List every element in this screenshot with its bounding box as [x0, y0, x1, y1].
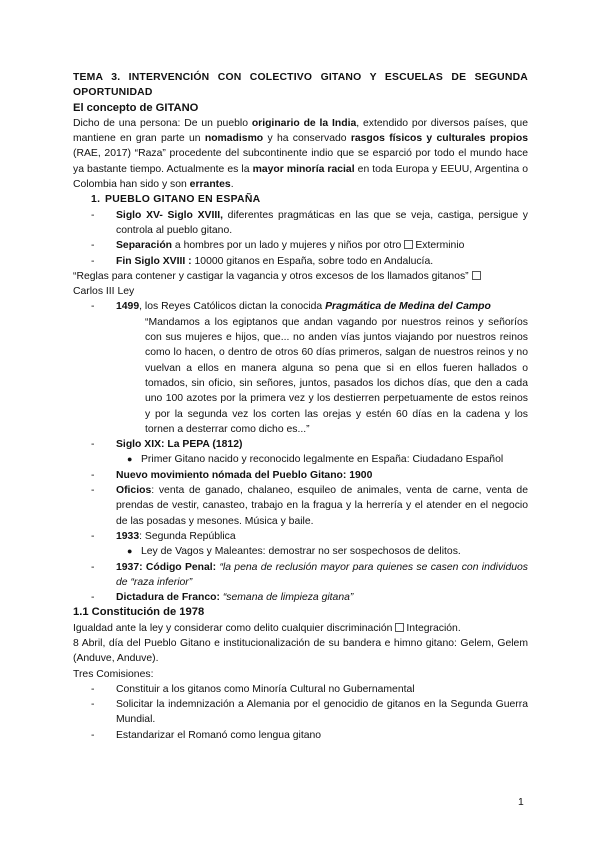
list-item: - Separación a hombres por un lado y mujeres y niños por otro Exterminio — [91, 240, 465, 252]
arrow-glyph-icon — [395, 623, 404, 632]
list-item: - 1499, los Reyes Católicos dictan la conocida Pragmática de Medina del Campo — [91, 301, 491, 313]
sub-list-item: ● Primer Gitano nacido y reconocido legalmente en España: Ciudadano Español — [127, 454, 504, 466]
rules-text: “Reglas para contener y castigar la vagancia y otros excesos de los llamados gitanos” Carlos III Ley — [73, 269, 528, 300]
sub-list-item: ● Ley de Vagos y Maleantes: demostrar no ser sospechosos de delitos. — [127, 546, 461, 558]
list-item: - Fin Siglo XVIII : 10000 gitanos en España, sobre todo en Andalucía. — [91, 255, 434, 267]
list-item: - Nuevo movimiento nómada del Pueblo Gitano: 1900 — [91, 469, 373, 481]
concept-heading: El concepto de GITANO — [73, 101, 199, 114]
page-number: 1 — [518, 797, 524, 808]
arrow-glyph-icon — [472, 271, 481, 280]
pueblo-gitano-day-text: 8 Abril, día del Pueblo Gitano e institucionalización de su bandera e himno gitano: Gelem, Gelem (Anduve, Anduve). — [73, 637, 528, 665]
arrow-glyph-icon — [404, 240, 413, 249]
document-title: TEMA 3. INTERVENCIÓN CON COLECTIVO GITANO Y ESCUELAS DE SEGUNDA OPORTUNIDAD — [73, 72, 528, 99]
list-item: - Siglo XV- Siglo XVIII, diferentes pragmáticas en las que se veja, castiga, persigue y controla al pueblo gitano. — [91, 209, 528, 236]
concept-paragraph: Dicho de una persona: De un pueblo originario de la India, extendido por diversos países, que mantiene en gran parte un nomadismo y ha conservado rasgos físicos y culturales propios (RAE, 2017) “Raza” procedente del subcontinente indio que se esparció por todo el mundo hace ya bastante tiempo. Actualmente es la mayor minoría racial en toda Europa y EEUU, Argentina o Colombia han sido y son errantes. — [73, 117, 528, 191]
document-page — [73, 70, 528, 743]
equality-text: Igualdad ante la ley y considerar como delito cualquier discriminación Integración. — [73, 622, 461, 634]
commissions-label: Tres Comisiones: — [73, 668, 154, 680]
constitution-heading: 1.1 Constitución de 1978 — [73, 606, 205, 619]
list-item: - Dictadura de Franco: “semana de limpieza gitana” — [91, 592, 354, 604]
list-item: - Constituir a los gitanos como Minoría Cultural no Gubernamental — [91, 683, 415, 695]
list-item: - 1937: Código Penal: “la pena de reclusión mayor para quienes se casen con individuos de “raza inferior” — [91, 561, 528, 588]
list-item: - Estandarizar el Romanó como lengua gitano — [91, 729, 322, 741]
list-item: - Oficios: venta de ganado, chalaneo, esquileo de animales, venta de carne, venta de prendas de vestir, canasteo, trabajo en la fragua y la herrería y el atender en el negocio de las posadas y mesones. Música y baile. — [91, 485, 528, 527]
pragmatica-quote: “Mandamos a los egiptanos que andan vagando por nuestros reinos y señoríos con sus mujeres e hijos, que... no anden vías juntos viajando por nuestros reinos como lo hacen, o dentro de otros 60 días primeros, salgan de nuestros reinos y no vuelvan a ellos en manera alguna so pena que si en ellos fueren hallados o tomados, sin oficio, sin señores, juntos, pasados los dichos días, que den a cada uno 100 azotes por la primera vez y los destierren perpetuamente de estos reinos y por la segunda vez los corten las orejas y estén 60 días en la cadena y los tornen a desterrar como dicho es...” — [145, 316, 528, 435]
list-item: - Siglo XIX: La PEPA (1812) — [91, 439, 243, 451]
list-item: - Solicitar la indemnización a Alemania por el genocidio de gitanos en la Segunda Guerra Mundial. — [91, 699, 528, 726]
list-item: - 1933: Segunda República — [91, 530, 236, 542]
section-heading-pueblo-gitano: 1. PUEBLO GITANO EN ESPAÑA — [91, 194, 261, 206]
